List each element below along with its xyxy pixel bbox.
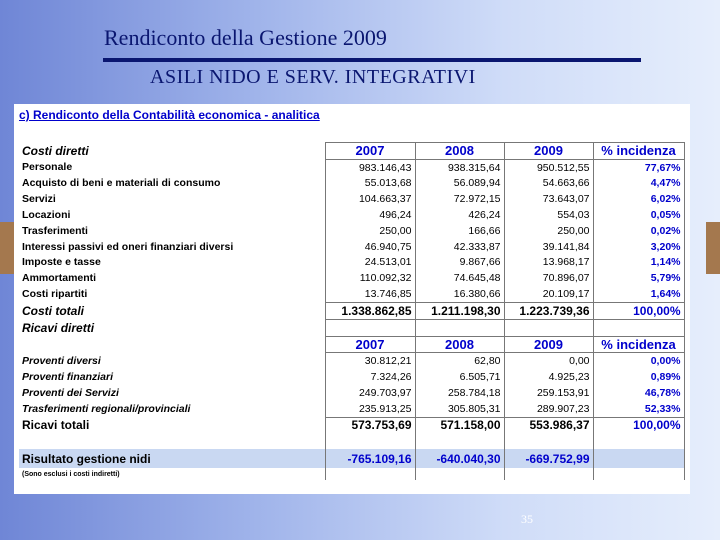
value-pct: 1,64%: [593, 286, 684, 302]
blank-cell: [593, 433, 684, 449]
row-label: Proventi diversi: [22, 355, 101, 367]
revenue-row: [19, 353, 684, 369]
column-header-1: 2008: [415, 336, 504, 353]
value-2008: 6.505,71: [415, 369, 504, 385]
result-2009: -669.752,99: [504, 449, 593, 468]
value-2009: 54.663,66: [504, 176, 593, 192]
value-2007: 250,00: [325, 223, 415, 239]
value-2007: 235.913,25: [325, 401, 415, 417]
revenues-section-label: Ricavi diretti: [22, 320, 95, 335]
value-2009: 950.512,55: [504, 159, 593, 175]
value-2008: 305.805,31: [415, 401, 504, 417]
blank-cell: [593, 468, 684, 480]
cost-row: [19, 176, 684, 192]
revenues-total-row: [19, 417, 684, 433]
cost-row: [19, 239, 684, 255]
cost-row: [19, 159, 684, 175]
value-2009: 250,00: [504, 223, 593, 239]
value-2007: 55.013,68: [325, 176, 415, 192]
revenue-row: [19, 369, 684, 385]
slide-subtitle: ASILI NIDO E SERV. INTEGRATIVI: [150, 66, 476, 88]
value-2009: 289.907,23: [504, 401, 593, 417]
row-label: Proventi dei Servizi: [22, 386, 119, 399]
value-pct: 0,05%: [593, 207, 684, 223]
note-row: [19, 468, 684, 480]
value-2007: 496,24: [325, 207, 415, 223]
value-2008: 9.867,66: [415, 255, 504, 271]
blank-cell: [593, 319, 684, 336]
column-header-3: % incidenza: [593, 143, 684, 160]
left-side-tab: [0, 222, 14, 274]
value-pct: 77,67%: [593, 159, 684, 175]
blank-cell: [415, 319, 504, 336]
blank-cell: [325, 468, 415, 480]
value-2008: 16.380,66: [415, 286, 504, 302]
value-pct: 0,00%: [593, 353, 684, 369]
value-2009: 39.141,84: [504, 239, 593, 255]
result-label: Risultato gestione nidi: [19, 449, 325, 468]
value-2008: 1.211.198,30: [415, 302, 504, 319]
cost-row: [19, 207, 684, 223]
value-2008: 938.315,64: [415, 159, 504, 175]
value-2007: 249.703,97: [325, 385, 415, 401]
value-pct: 3,20%: [593, 239, 684, 255]
value-2009: 13.968,17: [504, 255, 593, 271]
value-2009: 4.925,23: [504, 369, 593, 385]
value-2009: 553.986,37: [504, 417, 593, 433]
page-number: 35: [521, 512, 533, 526]
value-2008: 571.158,00: [415, 417, 504, 433]
value-2007: 30.812,21: [325, 353, 415, 369]
value-2007: 1.338.862,85: [325, 302, 415, 319]
value-pct: 6,02%: [593, 191, 684, 207]
report-heading: c) Rendiconto della Contabilità economica - analitica: [19, 108, 320, 122]
row-label: Locazioni: [22, 209, 71, 222]
blank-cell: [19, 336, 325, 353]
value-2007: 983.146,43: [325, 159, 415, 175]
value-2009: 259.153,91: [504, 385, 593, 401]
blank-cell: [415, 433, 504, 449]
value-pct: 1,14%: [593, 255, 684, 271]
value-pct: 100,00%: [593, 302, 684, 319]
value-2007: 13.746,85: [325, 286, 415, 302]
value-2008: 42.333,87: [415, 239, 504, 255]
value-pct: 5,79%: [593, 270, 684, 286]
value-2007: 573.753,69: [325, 417, 415, 433]
row-label: Costi ripartiti: [22, 288, 88, 301]
financial-table: [19, 142, 685, 480]
blank-cell: [593, 449, 684, 468]
result-2008: -640.040,30: [415, 449, 504, 468]
value-2009: 0,00: [504, 353, 593, 369]
costs-total-row: [19, 302, 684, 319]
row-label: Proventi finanziari: [22, 371, 114, 384]
cost-row: [19, 255, 684, 271]
right-side-tab: [706, 222, 720, 274]
value-2009: 70.896,07: [504, 270, 593, 286]
row-label: Imposte e tasse: [22, 256, 101, 269]
spacer-row: [19, 433, 684, 449]
revenues-header-row: [19, 336, 684, 353]
column-header-1: 2008: [415, 143, 504, 160]
blank-cell: [325, 319, 415, 336]
value-2007: 46.940,75: [325, 239, 415, 255]
row-label: Ricavi totali: [22, 418, 90, 433]
blank-cell: [504, 468, 593, 480]
value-2008: 166,66: [415, 223, 504, 239]
value-2007: 110.092,32: [325, 270, 415, 286]
row-label: Servizi: [22, 193, 56, 206]
row-label: Trasferimenti: [22, 224, 88, 237]
blank-cell: [504, 433, 593, 449]
value-pct: 52,33%: [593, 401, 684, 417]
slide-title: Rendiconto della Gestione 2009: [104, 25, 387, 50]
value-pct: 100,00%: [593, 417, 684, 433]
value-2009: 554,03: [504, 207, 593, 223]
value-2009: 1.223.739,36: [504, 302, 593, 319]
result-2007: -765.109,16: [325, 449, 415, 468]
row-label: Costi totali: [22, 303, 84, 318]
blank-cell: [19, 433, 325, 449]
result-row: [19, 449, 684, 468]
row-label: Interessi passivi ed oneri finanziari diversi: [22, 240, 234, 253]
value-2007: 104.663,37: [325, 191, 415, 207]
blank-cell: [325, 433, 415, 449]
value-pct: 46,78%: [593, 385, 684, 401]
value-pct: 4,47%: [593, 176, 684, 192]
cost-row: [19, 286, 684, 302]
row-label: Ammortamenti: [22, 272, 97, 285]
column-header-2: 2009: [504, 143, 593, 160]
value-pct: 0,02%: [593, 223, 684, 239]
column-header-2: 2009: [504, 336, 593, 353]
value-2008: 426,24: [415, 207, 504, 223]
column-header-3: % incidenza: [593, 336, 684, 353]
blank-cell: [504, 319, 593, 336]
value-2008: 56.089,94: [415, 176, 504, 192]
column-header-0: 2007: [325, 336, 415, 353]
value-2009: 20.109,17: [504, 286, 593, 302]
title-divider: [103, 58, 641, 62]
blank-cell: [415, 468, 504, 480]
row-label: Acquisto di beni e materiali di consumo: [22, 177, 221, 190]
value-2007: 24.513,01: [325, 255, 415, 271]
cost-row: [19, 191, 684, 207]
value-2008: 72.972,15: [415, 191, 504, 207]
cost-row: [19, 223, 684, 239]
revenues-label-row: [19, 319, 684, 336]
column-header-0: 2007: [325, 143, 415, 160]
row-label: Personale: [22, 161, 73, 174]
value-2008: 258.784,18: [415, 385, 504, 401]
value-2008: 62,80: [415, 353, 504, 369]
footnote: (Sono esclusi i costi indiretti): [22, 470, 120, 478]
report-panel: [14, 104, 690, 494]
value-2009: 73.643,07: [504, 191, 593, 207]
costs-section-label: Costi diretti: [22, 143, 89, 158]
value-2007: 7.324,26: [325, 369, 415, 385]
cost-row: [19, 270, 684, 286]
costs-header-row: [19, 143, 684, 160]
row-label: Trasferimenti regionali/provinciali: [22, 402, 191, 415]
value-pct: 0,89%: [593, 369, 684, 385]
value-2008: 74.645,48: [415, 270, 504, 286]
revenue-row: [19, 385, 684, 401]
revenue-row: [19, 401, 684, 417]
